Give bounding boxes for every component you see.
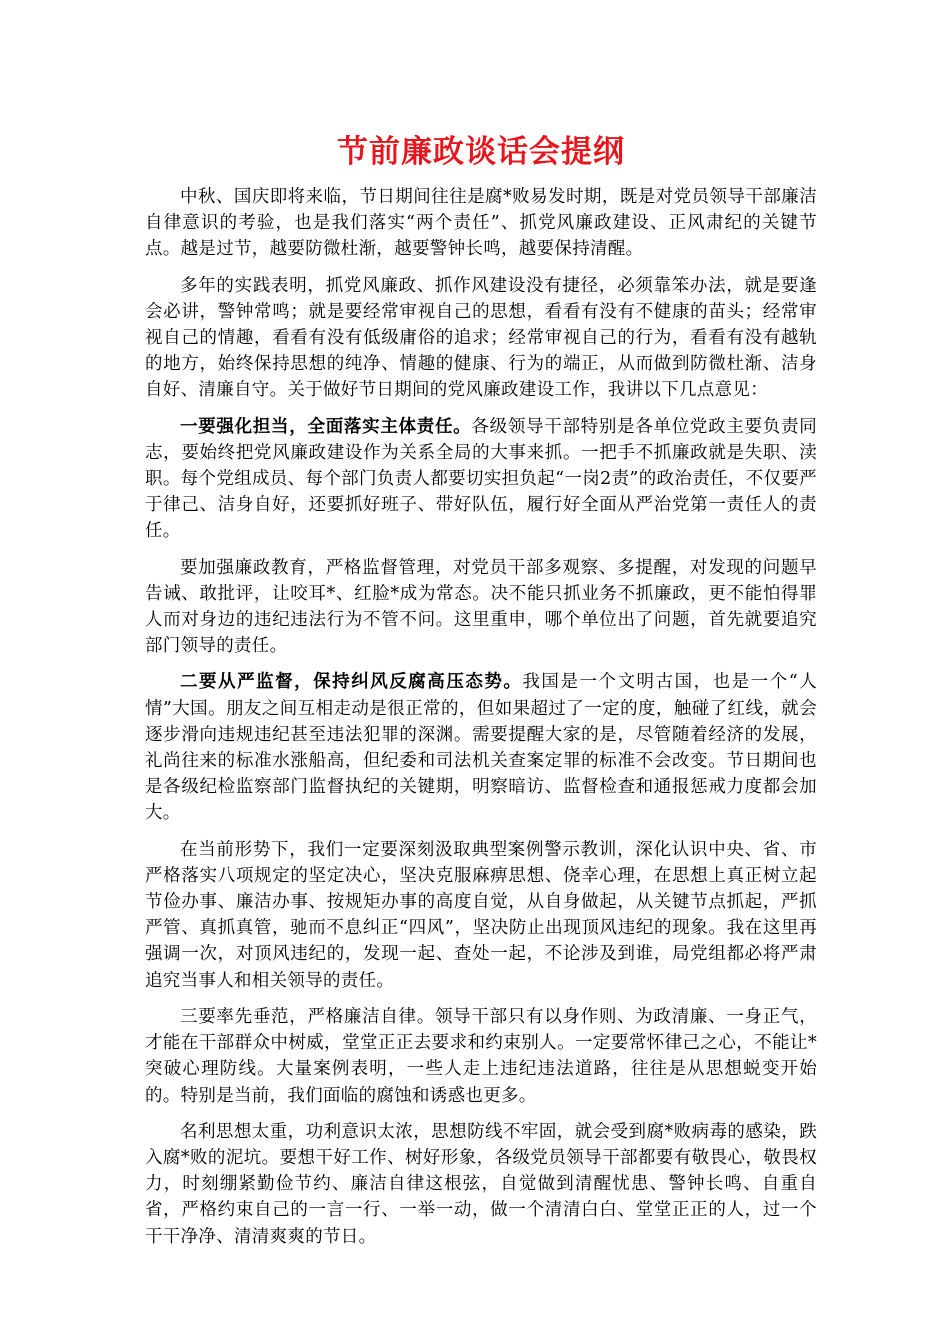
paragraph-2 bbox=[145, 273, 817, 404]
paragraph-6 bbox=[145, 837, 817, 994]
paragraph-1 bbox=[145, 184, 817, 263]
paragraph-3 bbox=[145, 414, 817, 545]
paragraph-5 bbox=[145, 669, 817, 826]
paragraph-4-text: 要加强廉政教育，严格监督管理，对党员干部多观察、多提醒，对发现的问题早告诫、敢批评，让咬耳*、红脸*成为常态。决不能只抓业务不抓廉政，更不能怕得罪人而对身边的违纪违法行为不管不问。这里重申，哪个单位出了问题，首先就要追究部门领导的责任。 bbox=[145, 557, 817, 657]
paragraph-5-lead: 二要从严监督，保持纠风反腐高压态势。 bbox=[180, 672, 523, 693]
paragraph-1-text: 中秋、国庆即将来临，节日期间往往是腐*败易发时期，既是对党员领导干部廉洁自律意识的考验，也是我们落实“两个责任”、抓党风廉政建设、正风肃纪的关键节点。越是过节，越要防微杜渐，越要警钟长鸣，越要保持清醒。 bbox=[145, 187, 817, 260]
paragraph-7-text: 三要率先垂范，严格廉洁自律。领导干部只有以身作则、为政清廉、一身正气，才能在干部群众中树威，堂堂正正去要求和约束别人。一定要常怀律己之心，不能让*突破心理防线。大量案例表明，一些人走上违纪违法道路，往往是从思想蜕变开始的。特别是当前，我们面临的腐蚀和诱惑也更多。 bbox=[145, 1006, 817, 1106]
paragraph-3-text: 各级领导干部特别是各单位党政主要负责同志，要始终把党风廉政建设作为关系全局的大事来抓。一把手不抓廉政就是失职、渎职。每个党组成员、每个部门负责人都要切实担负起“一岗2责”的政治责任，不仅要严于律己、洁身自好，还要抓好班子、带好队伍，履行好全面从严治党第一责任人的责任。 bbox=[145, 416, 817, 542]
paragraph-2-text: 多年的实践表明，抓党风廉政、抓作风建设没有捷径，必须靠笨办法，就是要逢会必讲，警钟常鸣；就是要经常审视自己的思想，看看有没有不健康的苗头；经常审视自己的情趣，看看有没有低级庸俗的追求；经常审视自己的行为，看看有没有越轨的地方，始终保持思想的纯净、情趣的健康、行为的端正，从而做到防微杜渐、洁身自好、清廉自守。关于做好节日期间的党风廉政建设工作，我讲以下几点意见： bbox=[145, 275, 817, 401]
paragraph-4 bbox=[145, 555, 817, 660]
document-title: 节前廉政谈话会提纲 bbox=[337, 134, 625, 170]
paragraph-5-text: 我国是一个文明古国，也是一个“人情”大国。朋友之间互相走动是很正常的，但如果超过了一定的度，触碰了红线，就会逐步滑向违规违纪甚至违法犯罪的深渊。需要提醒大家的是，尽管随着经济的发展，礼尚往来的标准水涨船高，但纪委和司法机关查案定罪的标准不会改变。节日期间也是各级纪检监察部门监督执纪的关键期，明察暗访、监督检查和通报惩戒力度都会加大。 bbox=[145, 672, 817, 824]
paragraph-8-text: 名利思想太重，功利意识太浓，思想防线不牢固，就会受到腐*败病毒的感染，跌入腐*败的泥坑。要想干好工作、树好形象，各级党员领导干部都要有敬畏心，敬畏权力，时刻绷紧勤俭节约、廉洁自律这根弦，自觉做到清醒忧患、警钟长鸣、自重自省，严格约束自己的一言一行、一举一动，做一个清清白白、堂堂正正的人，过一个干干净净、清清爽爽的节日。 bbox=[145, 1121, 817, 1247]
document-page bbox=[145, 132, 817, 1260]
paragraph-7 bbox=[145, 1004, 817, 1109]
paragraph-3-lead: 一要强化担当，全面落实主体责任。 bbox=[180, 416, 472, 437]
paragraph-8 bbox=[145, 1119, 817, 1250]
paragraph-6-text: 在当前形势下，我们一定要深刻汲取典型案例警示教训，深化认识中央、省、市严格落实八项规定的坚定决心，坚决克服麻痹思想、侥幸心理，在思想上真正树立起节俭办事、廉洁办事、按规矩办事的高度自觉，从自身做起，从关键节点抓起，严抓严管、真抓真管，驰而不息纠正“四风”，坚决防止出现顶风违纪的现象。我在这里再强调一次，对顶风违纪的，发现一起、查处一起，不论涉及到谁，局党组都必将严肃追究当事人和相关领导的责任。 bbox=[145, 839, 817, 991]
